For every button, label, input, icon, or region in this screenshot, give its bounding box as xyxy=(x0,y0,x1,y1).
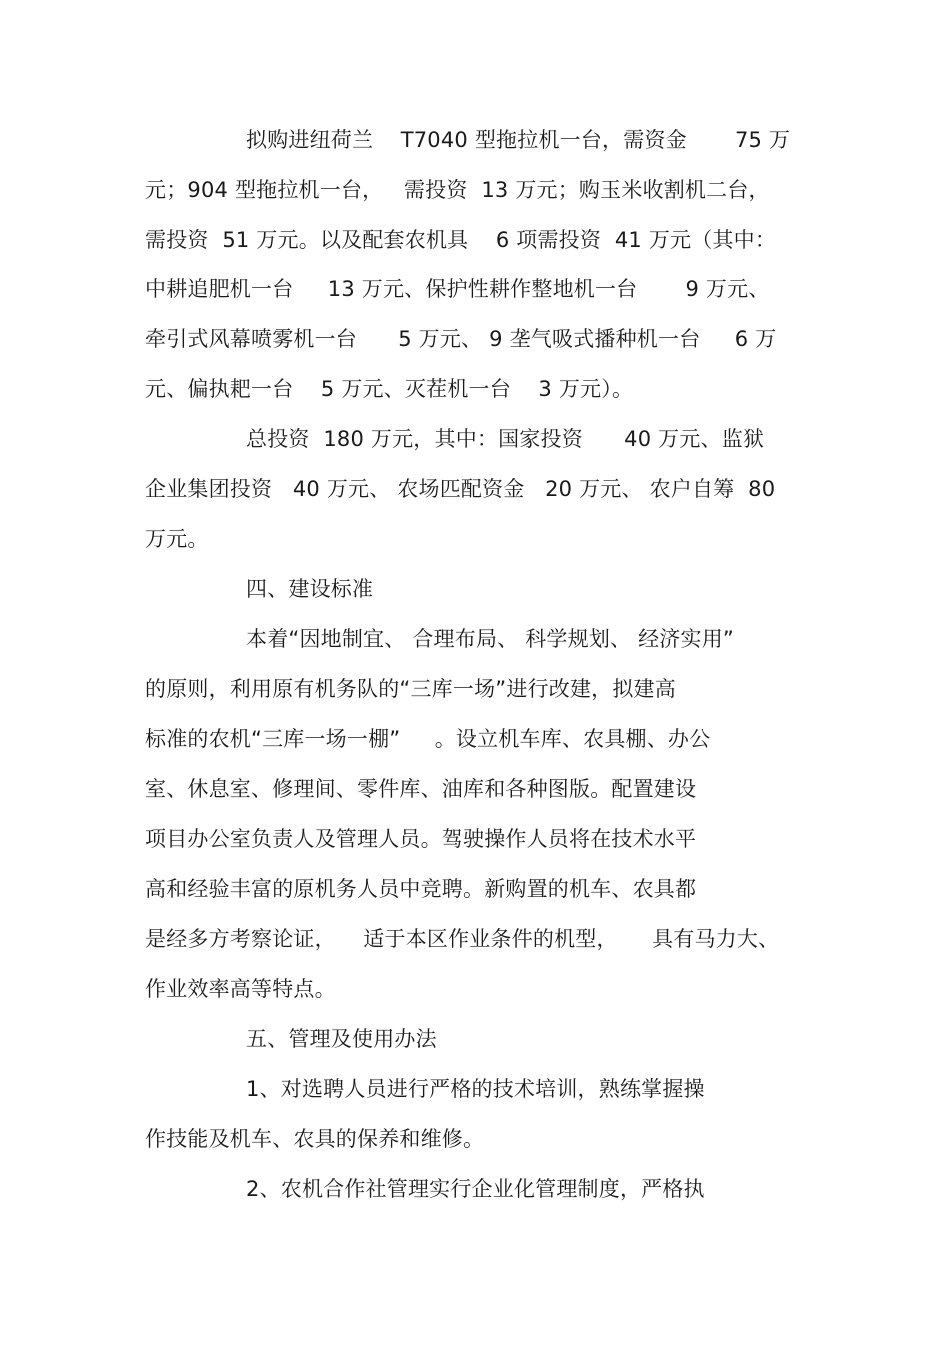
paragraph-line: 万元。 xyxy=(145,527,209,551)
paragraph-line: 标准的农机“三库一场一棚” 。设立机车库、农具棚、办公 xyxy=(145,727,711,751)
paragraph-line: 中耕追肥机一台 13 万元、保护性耕作整地机一台 9 万元、 xyxy=(145,277,770,301)
paragraph-line: 的原则，利用原有机务队的“三库一场”进行改建，拟建高 xyxy=(145,677,676,701)
paragraph-line: 元；904 型拖拉机一台， 需投资 13 万元；购玉米收割机二台， xyxy=(145,178,770,202)
list-item-line: 作技能及机车、农具的保养和维修。 xyxy=(145,1127,485,1151)
paragraph-line: 企业集团投资 40 万元、 农场匹配资金 20 万元、 农户自筹 80 xyxy=(145,477,776,501)
paragraph-line: 拟购进纽荷兰 T7040 型拖拉机一台，需资金 75 万 xyxy=(246,128,791,152)
paragraph-line: 本着“因地制宜、 合理布局、 科学规划、 经济实用” xyxy=(246,627,734,651)
paragraph-line: 高和经验丰富的原机务人员中竞聘。新购置的机车、农具都 xyxy=(145,877,697,901)
paragraph-line: 牵引式风幕喷雾机一台 5 万元、 9 垄气吸式播种机一台 6 万 xyxy=(145,327,777,351)
paragraph-line: 总投资 180 万元，其中：国家投资 40 万元、监狱 xyxy=(246,427,765,451)
section-heading: 四、建设标准 xyxy=(246,577,374,601)
list-item-line: 1、对选聘人员进行严格的技术培训，熟练掌握操 xyxy=(246,1077,705,1101)
list-item-line: 2、农机合作社管理实行企业化管理制度，严格执 xyxy=(246,1177,705,1201)
paragraph-line: 室、休息室、修理间、零件库、油库和各种图版。配置建设 xyxy=(145,777,697,801)
section-heading: 五、管理及使用办法 xyxy=(246,1027,437,1051)
paragraph-line: 是经多方考察论证， 适于本区作业条件的机型， 具有马力大、 xyxy=(145,927,780,951)
paragraph-line: 作业效率高等特点。 xyxy=(145,977,336,1001)
paragraph-line: 元、偏执耙一台 5 万元、灭茬机一台 3 万元）。 xyxy=(145,377,634,401)
paragraph-line: 项目办公室负责人及管理人员。驾驶操作人员将在技术水平 xyxy=(145,827,697,851)
paragraph-line: 需投资 51 万元。以及配套农机具 6 项需投资 41 万元（其中： xyxy=(145,228,777,252)
